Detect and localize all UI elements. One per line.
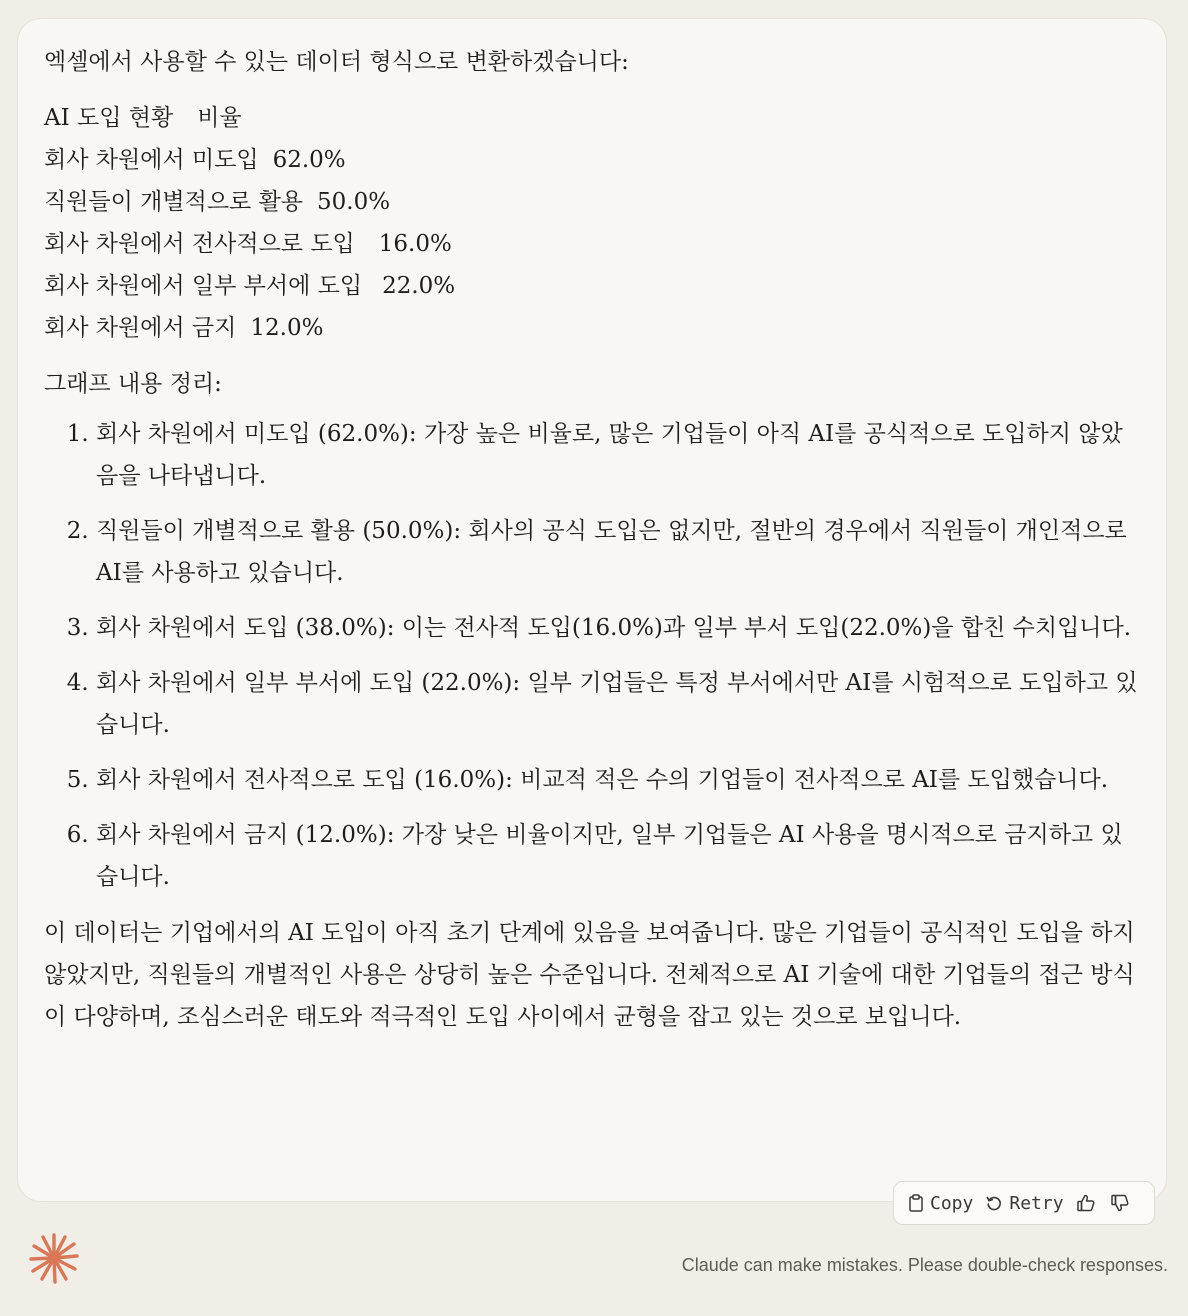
table-row bbox=[44, 307, 1140, 349]
thumbs-down-button[interactable] bbox=[1110, 1193, 1130, 1213]
table-row-value: 62.0% bbox=[272, 147, 346, 173]
retry-label: Retry bbox=[1009, 1192, 1064, 1214]
summary-list bbox=[44, 413, 1140, 898]
table-row-value: 16.0% bbox=[378, 231, 452, 257]
thumbs-down-icon bbox=[1110, 1193, 1130, 1213]
clipboard-icon bbox=[908, 1194, 924, 1212]
retry-button[interactable] bbox=[985, 1193, 1063, 1214]
table-row bbox=[44, 139, 1140, 181]
retry-icon bbox=[985, 1194, 1003, 1212]
copy-label: Copy bbox=[930, 1192, 974, 1214]
list-item: 6. 회사 차원에서 금지 (12.0%): 가장 낮은 비율이지만, 일부 기업들은 AI 사용을 명시적으로 금지하고 있습니다. bbox=[96, 814, 1140, 898]
table-row-value: 50.0% bbox=[317, 189, 391, 215]
message-actions bbox=[893, 1181, 1155, 1225]
table-row bbox=[44, 181, 1140, 223]
table-row-label: 회사 차원에서 일부 부서에 도입 bbox=[44, 273, 363, 299]
table-row-label: 회사 차원에서 미도입 bbox=[44, 147, 259, 173]
claude-logo-icon bbox=[28, 1232, 80, 1284]
table-row-label: 회사 차원에서 전사적으로 도입 bbox=[44, 231, 355, 257]
thumbs-up-button[interactable] bbox=[1076, 1193, 1096, 1213]
summary-heading: 그래프 내용 정리: bbox=[44, 371, 222, 397]
disclaimer-text: Claude can make mistakes. Please double-check responses. bbox=[681, 1255, 1168, 1275]
message-content bbox=[44, 41, 1140, 1038]
table-row bbox=[44, 223, 1140, 265]
list-item: 1. 회사 차원에서 미도입 (62.0%): 가장 높은 비율로, 많은 기업들이 아직 AI를 공식적으로 도입하지 않았음을 나타냅니다. bbox=[96, 413, 1140, 497]
list-item: 5. 회사 차원에서 전사적으로 도입 (16.0%): 비교적 적은 수의 기업들이 전사적으로 AI를 도입했습니다. bbox=[96, 759, 1140, 801]
table-header-label: AI 도입 현황 bbox=[44, 105, 174, 131]
table-row-label: 직원들이 개별적으로 활용 bbox=[44, 189, 304, 215]
conclusion-text: 이 데이터는 기업에서의 AI 도입이 아직 초기 단계에 있음을 보여줍니다. 많은 기업들이 공식적인 도입을 하지 않았지만, 직원들의 개별적인 사용은 상당히 높은 수준입니다. 전체적으로 AI 기술에 대한 기업들의 접근 방식이 다양하며, 조심스러운 태도와 적극적인 도입 사이에서 균형을 잡고 있는 것으로 보입니다. bbox=[44, 920, 1135, 1030]
table-row-value: 12.0% bbox=[250, 315, 324, 341]
assistant-message bbox=[17, 18, 1167, 1202]
copy-button[interactable] bbox=[908, 1193, 973, 1214]
list-item: 4. 회사 차원에서 일부 부서에 도입 (22.0%): 일부 기업들은 특정 부서에서만 AI를 시험적으로 도입하고 있습니다. bbox=[96, 662, 1140, 746]
list-item: 2. 직원들이 개별적으로 활용 (50.0%): 회사의 공식 도입은 없지만, 절반의 경우에서 직원들이 개인적으로 AI를 사용하고 있습니다. bbox=[96, 510, 1140, 594]
list-item: 3. 회사 차원에서 도입 (38.0%): 이는 전사적 도입(16.0%)과 일부 부서 도입(22.0%)을 합친 수치입니다. bbox=[96, 607, 1140, 649]
table-row-label: 회사 차원에서 금지 bbox=[44, 315, 237, 341]
table-row bbox=[44, 265, 1140, 307]
table-header-row bbox=[44, 97, 1140, 139]
data-table bbox=[44, 97, 1140, 349]
intro-text: 엑셀에서 사용할 수 있는 데이터 형식으로 변환하겠습니다: bbox=[44, 49, 629, 75]
thumbs-up-icon bbox=[1076, 1193, 1096, 1213]
table-row-value: 22.0% bbox=[382, 273, 456, 299]
table-header-value: 비율 bbox=[197, 105, 242, 131]
